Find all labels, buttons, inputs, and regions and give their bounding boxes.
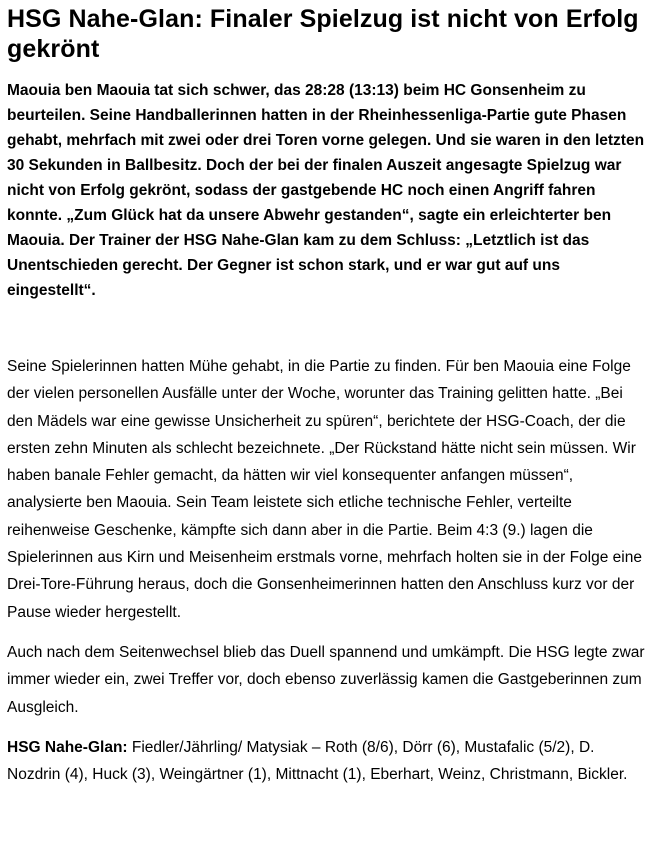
article-paragraph: Auch nach dem Seitenwechsel blieb das Duell spannend und umkämpft. Die HSG legte zwar immer wieder ein, zwei Treffer vor, doch ebenso zuverlässig kamen die Gastgeberinnen zum Ausgleich. xyxy=(7,643,645,716)
team-lineup xyxy=(7,734,647,789)
article-headline: HSG Nahe-Glan: Finaler Spielzug ist nicht von Erfolg gekrönt xyxy=(7,5,639,63)
lineup-team-name: HSG Nahe-Glan: xyxy=(7,738,128,756)
lineup-players: Fiedler/Jährling/ Matysiak – Roth (8/6), Dörr (6), Mustafalic (5/2), D. Nozdrin (4), Huck (3), Weingärtner (1), Mittnacht (1), Eberhart, Weinz, Christmann, Bickler. xyxy=(7,738,628,784)
article-paragraph: Seine Spielerinnen hatten Mühe gehabt, in die Partie zu finden. Für ben Maouia eine Folge der vielen personellen Ausfälle unter der Woche, worunter das Training gelitten hatte. „Bei den Mädels war eine gewisse Unsicherheit zu spüren“, berichtete der HSG-Coach, der die ersten zehn Minuten als schlecht bezeichnete. „Der Rückstand hätte nicht sein müssen. Wir haben banale Fehler gemacht, da hätten wir viel konsequenter anfangen müssen“, analysierte ben Maouia. Sein Team leistete sich etliche technische Fehler, verteilte reihenweise Geschenke, kämpfte sich dann aber in die Partie. Beim 4:3 (9.) lagen die Spielerinnen aus Kirn und Meisenheim erstmals vorne, mehrfach holten sie in der Folge eine Drei-Tore-Führung heraus, doch die Gonsenheimerinnen hatten den Anschluss kurz vor der Pause wieder hergestellt. xyxy=(7,358,642,621)
article xyxy=(7,0,647,788)
article-lead: Maouia ben Maouia tat sich schwer, das 28:28 (13:13) beim HC Gonsenheim zu beurteilen. Seine Handballerinnen hatten in der Rheinhessenliga-Partie gute Phasen gehabt, mehrfach mit zwei oder drei Toren vorne gelegen. Und sie waren in den letzten 30 Sekunden in Ballbesitz. Doch der bei der finalen Auszeit angesagte Spielzug war nicht von Erfolg gekrönt, sodass der gastgebende HC noch einen Angriff fahren konnte. „Zum Glück hat da unsere Abwehr gestanden“, sagte ein erleichterter ben Maouia. Der Trainer der HSG Nahe-Glan kam zu dem Schluss: „Letztlich ist das Unentschieden gerecht. Der Gegner ist schon stark, und er war gut auf uns eingestellt“. xyxy=(7,82,645,299)
